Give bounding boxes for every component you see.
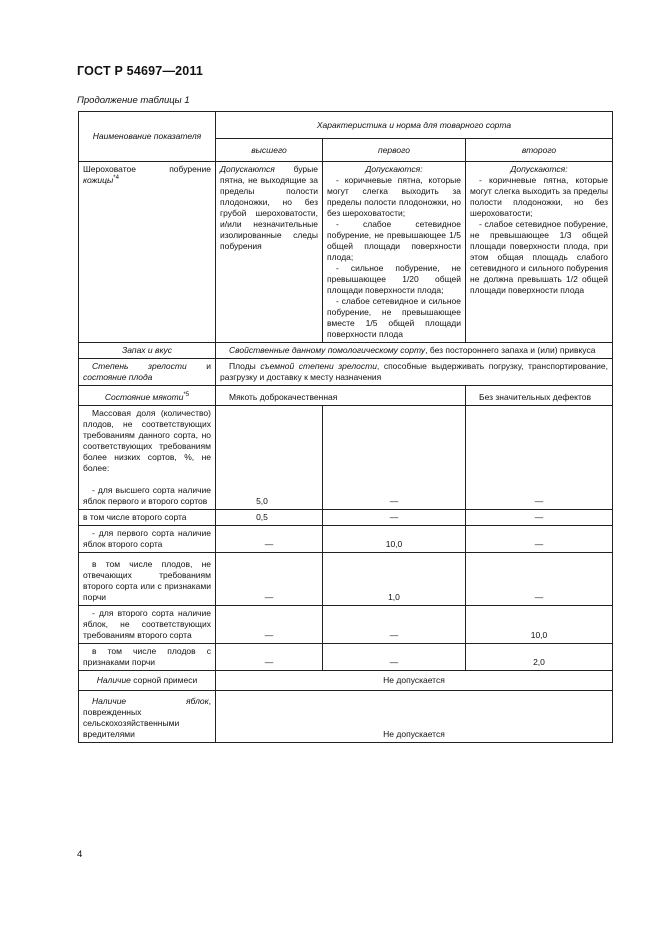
weeds-value: Не допускается (216, 671, 613, 691)
grade-highest-header: высшего (216, 139, 323, 162)
mass-row-label: в том числе второго сорта (79, 510, 216, 526)
mass-value-second: 2,0 (466, 644, 613, 671)
mass-row-highest-second (79, 510, 613, 526)
ripeness-label-italic: Степень зрелости (92, 361, 207, 371)
roughness-footnote-mark: *4 (113, 175, 119, 182)
smell-value (216, 343, 613, 359)
pests-label (79, 691, 216, 743)
indicator-header: Наименование показателя (79, 112, 216, 162)
mass-row-label: - для первого сорта наличие яблок второго сорта (79, 526, 216, 553)
roughness-highest-text: бурые пятна, не выходящие за пределы полости плодоножки, но без грубой шероховатости, и/или незначительные изолированные следы побурения (220, 164, 318, 251)
ripeness-row (79, 359, 613, 386)
mass-value-highest: — (216, 526, 323, 553)
mass-value-first: — (323, 644, 466, 671)
table-header-row (79, 112, 613, 139)
characteristic-header: Характеристика и норма для товарного сорта (216, 112, 613, 139)
grade-second-header: второго (466, 139, 613, 162)
smell-value-italic: Свойственные данному помологическому сорту (229, 345, 426, 355)
roughness-highest-lead: Допускаются (220, 164, 275, 174)
flesh-highest-first: Мякоть доброкачественная (216, 386, 466, 406)
roughness-second-title: Допускаются: (510, 164, 568, 174)
roughness-label-text: Шероховатое побурение (83, 164, 211, 174)
ripeness-label-and: и (206, 361, 211, 371)
mass-value-highest: 5,0 (216, 406, 323, 510)
mass-row-label: - для высшего сорта наличие яблок первого и второго сортов (83, 485, 211, 506)
pests-label-text: , поврежденных сельскохозяйственными вредителями (83, 696, 211, 739)
weeds-row (79, 671, 613, 691)
pests-value: Не допускается (216, 691, 613, 743)
weeds-label (79, 671, 216, 691)
document-title: ГОСТ Р 54697—2011 (77, 64, 204, 78)
roughness-first-line: - коричневые пятна, которые могут слегка выходить за пределы полости плодоножки, но без шероховатости; (327, 175, 461, 218)
pests-label-italic: Наличие яблок (92, 696, 209, 706)
smell-value-text: , без постороннего запаха и (или) привкуса (425, 345, 596, 355)
roughness-first-line: - сильное побурение, не превышающее 1/20 общей площади поверхности плода; (327, 263, 461, 295)
mass-value-first: — (323, 606, 466, 644)
mass-value-highest: 0,5 (216, 510, 323, 526)
grade-first-header: первого (323, 139, 466, 162)
pests-row (79, 691, 613, 743)
weeds-label-italic: Наличие (96, 675, 131, 685)
roughness-first-line: - слабое сетевидное и сильное побурение, не превышающее вместе 1/5 общей площади поверхности плода (327, 296, 461, 339)
mass-intro: Массовая доля (количество) плодов, не соответствующих требованиям данного сорта, но соответствующих требованиям более низких сортов, %, не более: (83, 408, 211, 473)
mass-value-second: — (466, 406, 613, 510)
flesh-row (79, 386, 613, 406)
flesh-footnote-mark: *5 (183, 392, 190, 399)
smell-row (79, 343, 613, 359)
ripeness-value-text: Плоды (229, 361, 261, 371)
mass-row-label: - для второго сорта наличие яблок, не соответствующих требованиям второго сорта (79, 606, 216, 644)
smell-label: Запах и вкус (79, 343, 216, 359)
mass-label (79, 406, 216, 510)
mass-value-second: — (466, 510, 613, 526)
ripeness-value-italic: съемной степени зрелости (260, 361, 377, 371)
mass-row-highest (79, 406, 613, 510)
flesh-second: Без значительных дефектов (466, 386, 613, 406)
mass-value-second: — (466, 526, 613, 553)
ripeness-value-text-2: , способные выдерживать погрузку, транспортирование, разгрузку и доставку к месту назначения (220, 361, 608, 382)
ripeness-value (216, 359, 613, 386)
mass-value-first: — (323, 510, 466, 526)
mass-row-first (79, 526, 613, 553)
mass-value-first: 1,0 (323, 553, 466, 606)
mass-value-highest: — (216, 606, 323, 644)
roughness-second-line: - коричневые пятна, которые могут слегка выходить за пределы полости плодоножки, но без шероховатости; (470, 175, 608, 218)
mass-value-second: — (466, 553, 613, 606)
table-caption: Продолжение таблицы 1 (77, 95, 190, 106)
mass-row-label: в том числе плодов, не отвечающих требованиям второго сорта или с признаками порчи (79, 553, 216, 606)
roughness-second-line: - слабое сетевидное побурение, не превышающее 1/3 общей площади поверхности плода, при этом общая площадь слабого сетевидного и сильного побурения не должна превышать 1/2 общей площади поверхности плода (470, 219, 608, 295)
roughness-first-title: Допускаются: (365, 164, 423, 174)
roughness-first (323, 162, 466, 343)
mass-row-second (79, 606, 613, 644)
flesh-label (79, 386, 216, 406)
mass-row-first-spoiled (79, 553, 613, 606)
roughness-label (79, 162, 216, 343)
ripeness-label-italic-2: состояние плода (83, 372, 153, 382)
mass-value-first: 10,0 (323, 526, 466, 553)
roughness-highest (216, 162, 323, 343)
roughness-first-line: - слабое сетевидное побурение, не превышающее 1/5 общей площади поверхности плода; (327, 219, 461, 262)
flesh-label-text: Состояние мякоти (104, 392, 184, 402)
page-number: 4 (77, 849, 83, 860)
mass-row-second-spoiled (79, 644, 613, 671)
mass-row-label: в том числе плодов с признаками порчи (79, 644, 216, 671)
mass-value-highest: — (216, 644, 323, 671)
ripeness-label (79, 359, 216, 386)
mass-value-highest: — (216, 553, 323, 606)
roughness-row (79, 162, 613, 343)
roughness-second (466, 162, 613, 343)
weeds-label-text: сорной примеси (130, 675, 198, 685)
roughness-label-italic: кожицы (83, 175, 114, 185)
quality-table (78, 111, 613, 743)
mass-value-first: — (323, 406, 466, 510)
mass-value-second: 10,0 (466, 606, 613, 644)
